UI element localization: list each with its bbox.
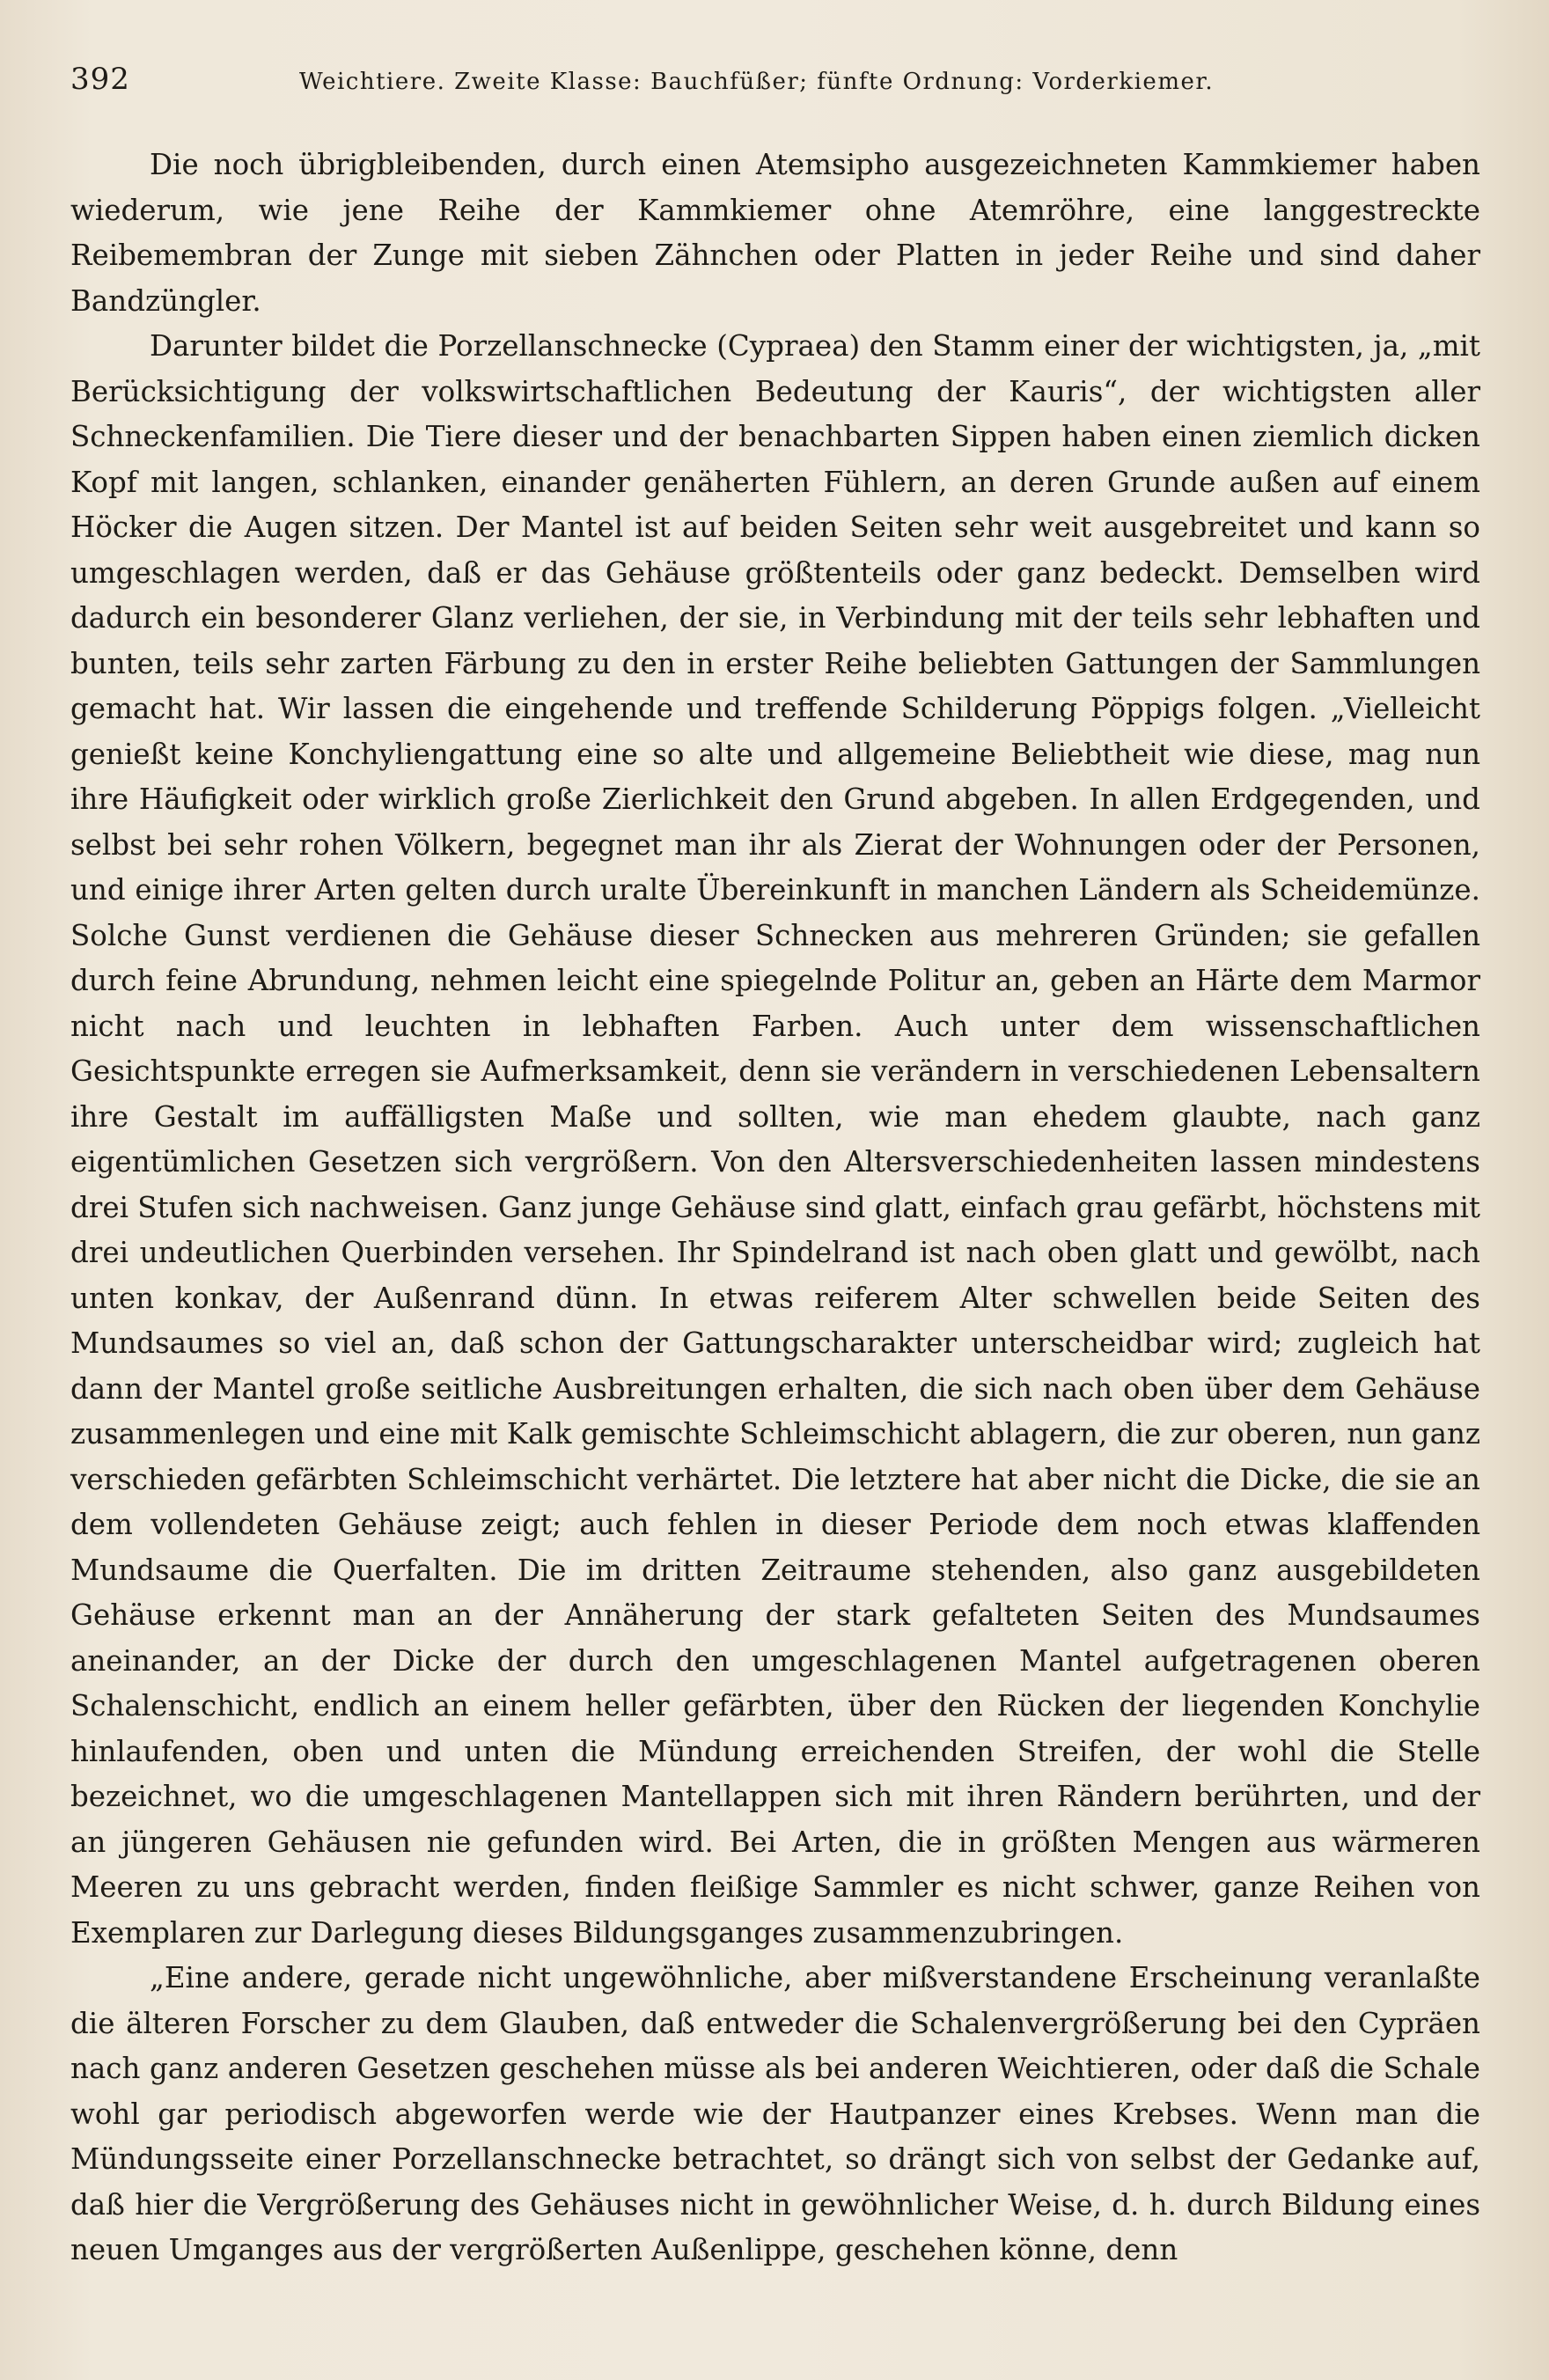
- paragraph-porzellanschnecke: Darunter bildet die Porzellanschnecke (Cypraea) den Stamm einer der wichtigsten, ja, „mit Berücksichtigung der volkswirtschaftlichen Bedeutung der Kauris“, der wichtigsten aller Schneckenfamilien. Die Tiere dieser und der benachbarten Sippen haben einen ziemlich dicken Kopf mit langen, schlanken, einander genäherten Fühlern, an deren Grunde außen auf einem Höcker die Augen sitzen. Der Mantel ist auf beiden Seiten sehr weit ausgebreitet und kann so umgeschlagen werden, daß er das Gehäuse größtenteils oder ganz bedeckt. Demselben wird dadurch ein besonderer Glanz verliehen, der sie, in Verbindung mit der teils sehr lebhaften und bunten, teils sehr zarten Färbung zu den in erster Reihe beliebten Gattungen der Sammlungen gemacht hat. Wir lassen die eingehende und treffende Schilderung Pöppigs folgen. „Vielleicht genießt keine Konchyliengattung eine so alte und allgemeine Beliebtheit wie diese, mag nun ihre Häufigkeit oder wirklich große Zierlichkeit den Grund abgeben. In allen Erdgegenden, und selbst bei sehr rohen Völkern, begegnet man ihr als Zierat der Wohnungen oder der Personen, und einige ihrer Arten gelten durch uralte Übereinkunft in manchen Ländern als Scheidemünze. Solche Gunst verdienen die Gehäuse dieser Schnecken aus mehreren Gründen; sie gefallen durch feine Abrundung, nehmen leicht eine spiegelnde Politur an, geben an Härte dem Marmor nicht nach und leuchten in lebhaften Farben. Auch unter dem wissenschaftlichen Gesichtspunkte erregen sie Aufmerksamkeit, denn sie verändern in verschiedenen Lebensaltern ihre Gestalt im auffälligsten Maße und sollten, wie man ehedem glaubte, nach ganz eigentümlichen Gesetzen sich vergrößern. Von den Altersverschiedenheiten lassen mindestens drei Stufen sich nachweisen. Ganz junge Gehäuse sind glatt, einfach grau gefärbt, höchstens mit drei undeutlichen Querbinden versehen. Ihr Spindelrand ist nach oben glatt und gewölbt, nach unten konkav, der Außenrand dünn. In etwas reiferem Alter schwellen beide Seiten des Mundsaumes so viel an, daß schon der Gattungscharakter unterscheidbar wird; zugleich hat dann der Mantel große seitliche Ausbreitungen erhalten, die sich nach oben über dem Gehäuse zusammenlegen und eine mit Kalk gemischte Schleimschicht ablagern, die zur oberen, nun ganz verschieden gefärbten Schleimschicht verhärtet. Die letztere hat aber nicht die Dicke, die sie an dem vollendeten Gehäuse zeigt; auch fehlen in dieser Periode dem noch etwas klaffenden Mundsaume die Querfalten. Die im dritten Zeitraume stehenden, also ganz ausgebildeten Gehäuse erkennt man an der Annäherung der stark gefalteten Seiten des Mundsaumes aneinander, an der Dicke der durch den umgeschlagenen Mantel aufgetragenen oberen Schalenschicht, endlich an einem heller gefärbten, über den Rücken der liegenden Konchylie hinlaufenden, oben und unten die Mündung erreichenden Streifen, der wohl die Stelle bezeichnet, wo die umgeschlagenen Mantellappen sich mit ihren Rändern berührten, und der an jüngeren Gehäusen nie gefunden wird. Bei Arten, die in größten Mengen aus wärmeren Meeren zu uns gebracht werden, finden fleißige Sammler es nicht schwer, ganze Reihen von Exemplaren zur Darlegung dieses Bildungsganges zusammenzubringen.: [70, 329, 1480, 1950]
- body-text: [70, 143, 1480, 2273]
- running-head: [70, 62, 1480, 111]
- paragraph-cypraeen-wachstum: „Eine andere, gerade nicht ungewöhnliche, aber mißverstandene Erscheinung veranlaßte die älteren Forscher zu dem Glauben, daß entweder die Schalenvergrößerung bei den Cypräen nach ganz anderen Gesetzen geschehen müsse als bei anderen Weichtieren, oder daß die Schale wohl gar periodisch abgeworfen werde wie der Hautpanzer eines Krebses. Wenn man die Mündungsseite einer Porzellanschnecke betrachtet, so drängt sich von selbst der Gedanke auf, daß hier die Vergrößerung des Gehäuses nicht in gewöhnlicher Weise, d. h. durch Bildung eines neuen Umganges aus der vergrößerten Außenlippe, geschehen könne, denn: [70, 1961, 1480, 2266]
- page-number: 392: [70, 62, 130, 97]
- running-title: Weichtiere. Zweite Klasse: Bauchfüßer; fünfte Ordnung: Vorderkiemer.: [299, 69, 1215, 95]
- paragraph-bandzuengler: Die noch übrigbleibenden, durch einen Atemsipho ausgezeichneten Kammkiemer haben wiederum, wie jene Reihe der Kammkiemer ohne Atemröhre, eine langgestreckte Reibemembran der Zunge mit sieben Zähnchen oder Platten in jeder Reihe und sind daher Bandzüngler.: [70, 148, 1480, 318]
